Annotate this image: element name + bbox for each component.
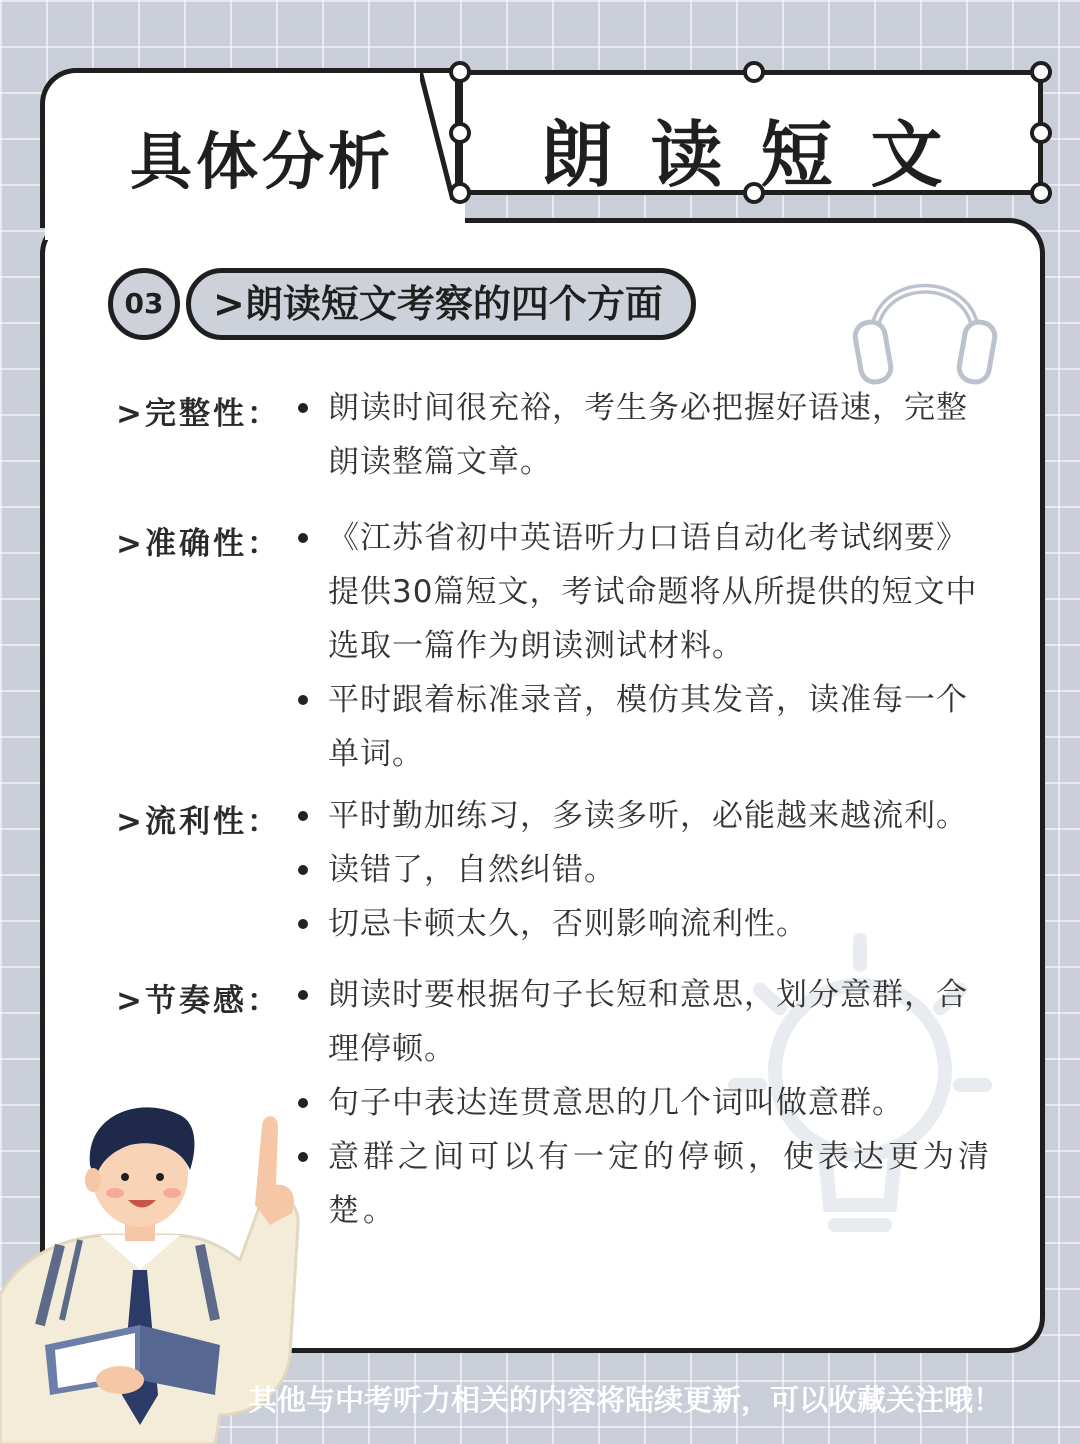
page-title: 朗读短文 (540, 113, 981, 197)
aspect-bullets-completeness (298, 381, 998, 489)
aspect-label-completeness: >完整性： (116, 396, 281, 432)
bullet-dot-icon (298, 403, 308, 413)
footer-note: 其他与中考听力相关的内容将陆续更新，可以收藏关注哦！ (248, 1383, 1003, 1417)
section-number-badge: 03 (108, 268, 180, 340)
bullet-dot-icon (298, 811, 308, 821)
tab-joint (45, 200, 465, 240)
list-item: 句子中表达连贯意思的几个词叫做意群。 (298, 1076, 998, 1130)
title-box (458, 70, 1043, 195)
handle-top-right (1030, 61, 1052, 83)
bullet-dot-icon (298, 695, 308, 705)
list-item: 读错了，自然纠错。 (298, 843, 998, 897)
bullet-dot-icon (298, 865, 308, 875)
bullet-dot-icon (298, 990, 308, 1000)
subhead-title: 具体分析 (130, 125, 395, 198)
list-item: 《江苏省初中英语听力口语自动化考试纲要》提供30篇短文，考试命题将从所提供的短文中选取一篇作为朗读测试材料。 (298, 511, 998, 673)
bullet-dot-icon (298, 919, 308, 929)
headphones-icon (850, 250, 1000, 390)
handle-top-left (449, 61, 471, 83)
list-item: 意群之间可以有一定的停顿，使表达更为清楚。 (298, 1130, 998, 1238)
list-item: 切忌卡顿太久，否则影响流利性。 (298, 897, 998, 951)
list-item: 平时跟着标准录音，模仿其发音，读准每一个单词。 (298, 673, 998, 781)
aspect-bullets-rhythm (298, 968, 998, 1238)
list-item: 朗读时要根据句子长短和意思，划分意群，合理停顿。 (298, 968, 998, 1076)
aspect-label-fluency: >流利性： (116, 804, 281, 840)
aspect-bullets-accuracy (298, 511, 998, 781)
handle-top-mid (743, 61, 765, 83)
bullet-dot-icon (298, 533, 308, 543)
list-item: 平时勤加练习，多读多听，必能越来越流利。 (298, 789, 998, 843)
section-heading: >朗读短文考察的四个方面 (186, 268, 696, 340)
aspect-label-rhythm: >节奏感： (116, 983, 281, 1019)
list-item: 朗读时间很充裕，考生务必把握好语速，完整朗读整篇文章。 (298, 381, 998, 489)
aspect-bullets-fluency (298, 789, 998, 951)
aspect-label-accuracy: >准确性： (116, 526, 281, 562)
